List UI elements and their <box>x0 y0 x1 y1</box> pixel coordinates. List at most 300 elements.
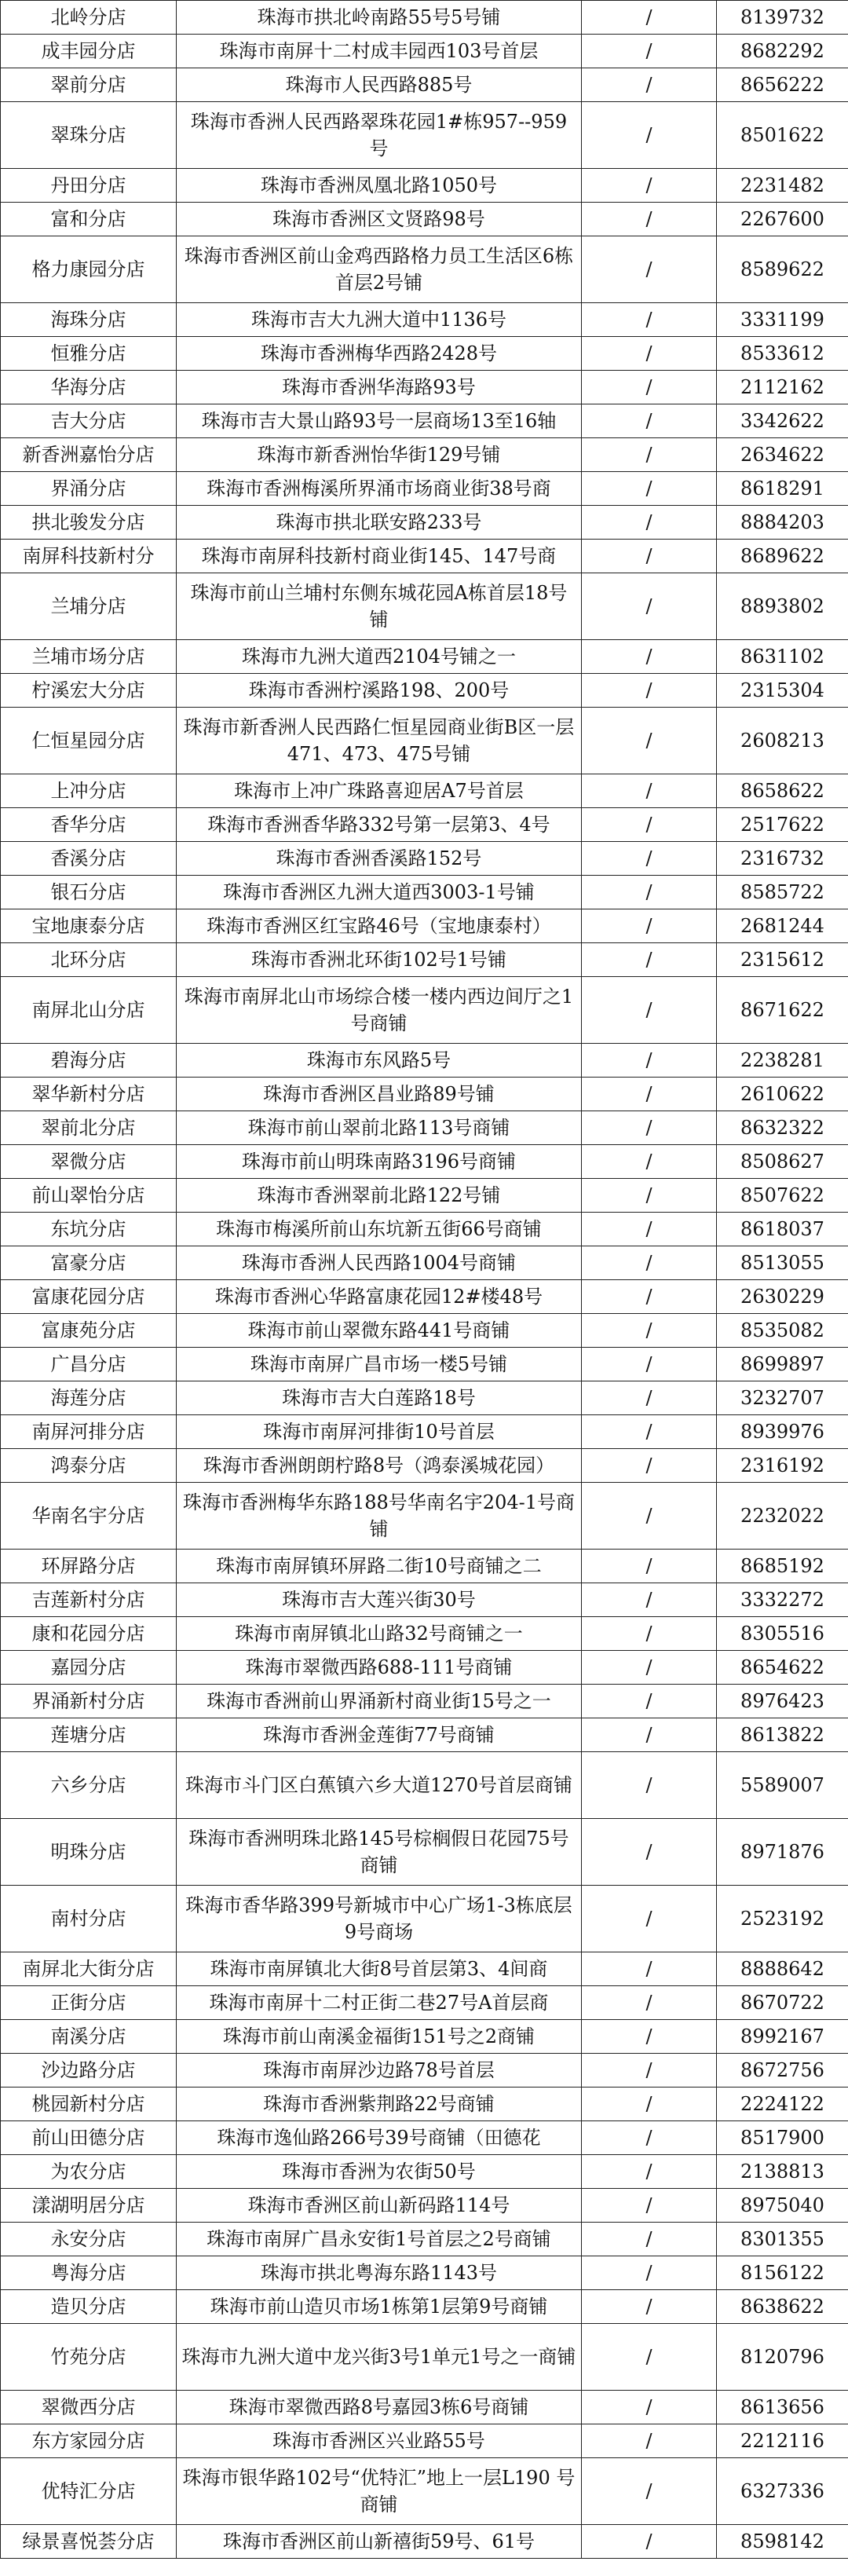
store-phone-cell: 8654622 <box>717 1651 848 1685</box>
table-row <box>1 2223 848 2256</box>
store-name-cell: 仁恒星园分店 <box>1 708 177 774</box>
store-phone-cell: 8975040 <box>717 2189 848 2223</box>
store-name-cell: 吉大分店 <box>1 404 177 438</box>
store-mark-cell: / <box>582 2525 717 2559</box>
store-name-cell: 南溪分店 <box>1 2020 177 2054</box>
table-row <box>1 236 848 303</box>
store-phone-cell: 8689622 <box>717 540 848 573</box>
table-row <box>1 2020 848 2054</box>
store-name-cell: 柠溪宏大分店 <box>1 674 177 708</box>
store-mark-cell: / <box>582 2424 717 2458</box>
store-name-cell: 鸿泰分店 <box>1 1449 177 1483</box>
store-name-cell: 南屏河排分店 <box>1 1415 177 1449</box>
store-name-cell: 海莲分店 <box>1 1381 177 1415</box>
table-row <box>1 674 848 708</box>
table-row <box>1 1280 848 1314</box>
store-address-cell: 珠海市拱北联安路233号 <box>177 506 582 540</box>
store-name-cell: 宝地康泰分店 <box>1 909 177 943</box>
table-row <box>1 1819 848 1886</box>
store-mark-cell: / <box>582 774 717 808</box>
store-name-cell: 格力康园分店 <box>1 236 177 303</box>
store-name-cell: 前山翠怡分店 <box>1 1179 177 1213</box>
store-name-cell: 富豪分店 <box>1 1246 177 1280</box>
store-mark-cell: / <box>582 1246 717 1280</box>
store-address-cell: 珠海市香洲区红宝路46号（宝地康泰村） <box>177 909 582 943</box>
store-name-cell: 翠前北分店 <box>1 1111 177 1145</box>
table-row <box>1 2458 848 2525</box>
store-address-cell: 珠海市香洲区文贤路98号 <box>177 203 582 236</box>
store-address-cell: 珠海市翠微西路8号嘉园3栋6号商铺 <box>177 2391 582 2424</box>
table-row <box>1 2256 848 2290</box>
table-row <box>1 102 848 169</box>
table-row <box>1 1483 848 1550</box>
table-row <box>1 2088 848 2121</box>
store-address-cell: 珠海市南屏十二村正街二巷27号A首层商 <box>177 1986 582 2020</box>
store-address-cell: 珠海市前山翠前北路113号商铺 <box>177 1111 582 1145</box>
table-row <box>1 1314 848 1348</box>
table-row <box>1 1415 848 1449</box>
store-address-cell: 珠海市翠微西路688-111号商铺 <box>177 1651 582 1685</box>
store-name-cell: 竹苑分店 <box>1 2324 177 2391</box>
store-address-cell: 珠海市吉大白莲路18号 <box>177 1381 582 1415</box>
store-mark-cell: / <box>582 2121 717 2155</box>
store-phone-cell: 2315612 <box>717 943 848 977</box>
store-address-cell: 珠海市前山明珠南路3196号商铺 <box>177 1145 582 1179</box>
store-name-cell: 银石分店 <box>1 876 177 909</box>
store-mark-cell: / <box>582 909 717 943</box>
store-name-cell: 桃园新村分店 <box>1 2088 177 2121</box>
store-name-cell: 兰埔分店 <box>1 573 177 640</box>
store-mark-cell: / <box>582 2054 717 2088</box>
store-mark-cell: / <box>582 2155 717 2189</box>
store-table-body <box>1 1 848 2559</box>
store-mark-cell: / <box>582 1986 717 2020</box>
table-row <box>1 1886 848 1952</box>
store-name-cell: 造贝分店 <box>1 2290 177 2324</box>
store-phone-cell: 8971876 <box>717 1819 848 1886</box>
store-phone-cell: 8656222 <box>717 68 848 102</box>
store-mark-cell: / <box>582 708 717 774</box>
table-row <box>1 1583 848 1617</box>
store-phone-cell: 8535082 <box>717 1314 848 1348</box>
table-row <box>1 1381 848 1415</box>
store-mark-cell: / <box>582 1483 717 1550</box>
store-phone-cell: 8513055 <box>717 1246 848 1280</box>
store-phone-cell: 3342622 <box>717 404 848 438</box>
store-address-cell: 珠海市香洲翠前北路122号铺 <box>177 1179 582 1213</box>
store-phone-cell: 8992167 <box>717 2020 848 2054</box>
store-name-cell: 拱北骏发分店 <box>1 506 177 540</box>
table-row <box>1 337 848 371</box>
store-address-cell: 珠海市香洲区前山金鸡西路格力员工生活区6栋首层2号铺 <box>177 236 582 303</box>
store-phone-cell: 8120796 <box>717 2324 848 2391</box>
store-phone-cell: 3232707 <box>717 1381 848 1415</box>
table-row <box>1 169 848 203</box>
store-address-cell: 珠海市香洲心华路富康花园12#楼48号 <box>177 1280 582 1314</box>
store-name-cell: 界涌分店 <box>1 472 177 506</box>
store-phone-cell: 2630229 <box>717 1280 848 1314</box>
store-mark-cell: / <box>582 1381 717 1415</box>
store-phone-cell: 8139732 <box>717 1 848 35</box>
store-name-cell: 东坑分店 <box>1 1213 177 1246</box>
store-mark-cell: / <box>582 1213 717 1246</box>
store-address-cell: 珠海市拱北岭南路55号5号铺 <box>177 1 582 35</box>
store-mark-cell: / <box>582 1583 717 1617</box>
store-mark-cell: / <box>582 35 717 68</box>
store-name-cell: 北岭分店 <box>1 1 177 35</box>
store-mark-cell: / <box>582 2189 717 2223</box>
store-name-cell: 翠华新村分店 <box>1 1078 177 1111</box>
table-row <box>1 438 848 472</box>
store-mark-cell: / <box>582 1111 717 1145</box>
store-phone-cell: 3331199 <box>717 303 848 337</box>
store-address-cell: 珠海市南屏镇北大街8号首层第3、4间商 <box>177 1952 582 1986</box>
store-mark-cell: / <box>582 303 717 337</box>
table-row <box>1 35 848 68</box>
table-row <box>1 774 848 808</box>
store-mark-cell: / <box>582 540 717 573</box>
store-address-cell: 珠海市香洲紫荆路22号商铺 <box>177 2088 582 2121</box>
store-address-cell: 珠海市香洲北环街102号1号铺 <box>177 943 582 977</box>
store-mark-cell: / <box>582 1886 717 1952</box>
store-name-cell: 南屏北大街分店 <box>1 1952 177 1986</box>
store-mark-cell: / <box>582 102 717 169</box>
store-name-cell: 丹田分店 <box>1 169 177 203</box>
store-name-cell: 南村分店 <box>1 1886 177 1952</box>
store-name-cell: 成丰园分店 <box>1 35 177 68</box>
table-row <box>1 2189 848 2223</box>
store-phone-cell: 2112162 <box>717 371 848 404</box>
table-row <box>1 2324 848 2391</box>
store-name-cell: 南屏北山分店 <box>1 977 177 1044</box>
store-mark-cell: / <box>582 1280 717 1314</box>
store-name-cell: 吉莲新村分店 <box>1 1583 177 1617</box>
store-mark-cell: / <box>582 1685 717 1718</box>
store-name-cell: 海珠分店 <box>1 303 177 337</box>
store-address-cell: 珠海市香洲区兴业路55号 <box>177 2424 582 2458</box>
store-mark-cell: / <box>582 2391 717 2424</box>
store-address-cell: 珠海市香洲人民西路1004号商铺 <box>177 1246 582 1280</box>
store-name-cell: 界涌新村分店 <box>1 1685 177 1718</box>
store-address-cell: 珠海市新香洲怡华街129号铺 <box>177 438 582 472</box>
store-mark-cell: / <box>582 1752 717 1819</box>
store-name-cell: 新香洲嘉怡分店 <box>1 438 177 472</box>
store-name-cell: 南屏科技新村分 <box>1 540 177 573</box>
table-row <box>1 943 848 977</box>
store-name-cell: 绿景喜悦荟分店 <box>1 2525 177 2559</box>
store-mark-cell: / <box>582 438 717 472</box>
store-phone-cell: 8671622 <box>717 977 848 1044</box>
store-address-cell: 珠海市香洲明珠北路145号棕榈假日花园75号商铺 <box>177 1819 582 1886</box>
store-name-cell: 嘉园分店 <box>1 1651 177 1685</box>
store-address-cell: 珠海市南屏十二村成丰园西103号首层 <box>177 35 582 68</box>
table-row <box>1 1111 848 1145</box>
store-address-cell: 珠海市香洲梅溪所界涌市场商业街38号商 <box>177 472 582 506</box>
store-mark-cell: / <box>582 977 717 1044</box>
table-row <box>1 1348 848 1381</box>
store-phone-cell: 8888642 <box>717 1952 848 1986</box>
store-phone-cell: 8585722 <box>717 876 848 909</box>
store-mark-cell: / <box>582 640 717 674</box>
store-mark-cell: / <box>582 1651 717 1685</box>
store-phone-cell: 8613822 <box>717 1718 848 1752</box>
store-mark-cell: / <box>582 404 717 438</box>
store-mark-cell: / <box>582 1550 717 1583</box>
store-name-cell: 明珠分店 <box>1 1819 177 1886</box>
table-row <box>1 303 848 337</box>
store-phone-cell: 5589007 <box>717 1752 848 1819</box>
table-row <box>1 808 848 842</box>
store-mark-cell: / <box>582 2256 717 2290</box>
store-address-cell: 珠海市吉大景山路93号一层商场13至16轴 <box>177 404 582 438</box>
store-phone-cell: 8632322 <box>717 1111 848 1145</box>
store-address-cell: 珠海市新香洲人民西路仁恒星园商业街B区一层471、473、475号铺 <box>177 708 582 774</box>
store-address-cell: 珠海市香洲区前山新码路114号 <box>177 2189 582 2223</box>
store-phone-cell: 8638622 <box>717 2290 848 2324</box>
store-address-cell: 珠海市九洲大道中龙兴街3号1单元1号之一商铺 <box>177 2324 582 2391</box>
store-phone-cell: 8893802 <box>717 573 848 640</box>
store-mark-cell: / <box>582 876 717 909</box>
table-row <box>1 2391 848 2424</box>
table-row <box>1 1986 848 2020</box>
store-mark-cell: / <box>582 1145 717 1179</box>
store-address-cell: 珠海市香洲人民西路翠珠花园1#栋957--959号 <box>177 102 582 169</box>
store-phone-cell: 2267600 <box>717 203 848 236</box>
store-mark-cell: / <box>582 1449 717 1483</box>
table-row <box>1 573 848 640</box>
table-row <box>1 640 848 674</box>
store-name-cell: 富康花园分店 <box>1 1280 177 1314</box>
table-row <box>1 371 848 404</box>
store-address-cell: 珠海市香洲为农街50号 <box>177 2155 582 2189</box>
store-phone-cell: 2138813 <box>717 2155 848 2189</box>
table-row <box>1 2525 848 2559</box>
store-mark-cell: / <box>582 2290 717 2324</box>
store-name-cell: 富康苑分店 <box>1 1314 177 1348</box>
store-phone-cell: 2231482 <box>717 169 848 203</box>
store-mark-cell: / <box>582 472 717 506</box>
store-phone-cell: 8685192 <box>717 1550 848 1583</box>
store-phone-cell: 8301355 <box>717 2223 848 2256</box>
table-row <box>1 909 848 943</box>
store-mark-cell: / <box>582 68 717 102</box>
store-address-cell: 珠海市香洲凤凰北路1050号 <box>177 169 582 203</box>
store-phone-cell: 8533612 <box>717 337 848 371</box>
store-phone-cell: 8305516 <box>717 1617 848 1651</box>
store-address-cell: 珠海市逸仙路266号39号商铺（田德花 <box>177 2121 582 2155</box>
store-name-cell: 沙边路分店 <box>1 2054 177 2088</box>
store-mark-cell: / <box>582 842 717 876</box>
store-phone-cell: 8613656 <box>717 2391 848 2424</box>
store-mark-cell: / <box>582 169 717 203</box>
store-mark-cell: / <box>582 1 717 35</box>
table-row <box>1 876 848 909</box>
store-mark-cell: / <box>582 371 717 404</box>
store-address-cell: 珠海市银华路102号“优特汇”地上一层L190 号商铺 <box>177 2458 582 2525</box>
store-name-cell: 为农分店 <box>1 2155 177 2189</box>
store-address-cell: 珠海市南屏广昌永安街1号首层之2号商铺 <box>177 2223 582 2256</box>
store-name-cell: 富和分店 <box>1 203 177 236</box>
store-address-cell: 珠海市南屏镇北山路32号商铺之一 <box>177 1617 582 1651</box>
table-row <box>1 977 848 1044</box>
store-mark-cell: / <box>582 1179 717 1213</box>
store-name-cell: 恒雅分店 <box>1 337 177 371</box>
table-row <box>1 842 848 876</box>
store-name-cell: 环屏路分店 <box>1 1550 177 1583</box>
store-mark-cell: / <box>582 1819 717 1886</box>
store-name-cell: 六乡分店 <box>1 1752 177 1819</box>
store-mark-cell: / <box>582 506 717 540</box>
store-phone-cell: 8939976 <box>717 1415 848 1449</box>
store-phone-cell: 8699897 <box>717 1348 848 1381</box>
store-name-cell: 华南名宇分店 <box>1 1483 177 1550</box>
store-address-cell: 珠海市香洲香溪路152号 <box>177 842 582 876</box>
table-row <box>1 2121 848 2155</box>
table-row <box>1 203 848 236</box>
store-phone-cell: 2316732 <box>717 842 848 876</box>
store-address-cell: 珠海市前山南溪金福街151号之2商铺 <box>177 2020 582 2054</box>
store-phone-cell: 2523192 <box>717 1886 848 1952</box>
store-address-cell: 珠海市香洲区昌业路89号铺 <box>177 1078 582 1111</box>
store-phone-cell: 8501622 <box>717 102 848 169</box>
store-phone-cell: 8517900 <box>717 2121 848 2155</box>
store-name-cell: 香溪分店 <box>1 842 177 876</box>
store-mark-cell: / <box>582 1044 717 1078</box>
table-row <box>1 68 848 102</box>
store-phone-cell: 2610622 <box>717 1078 848 1111</box>
store-phone-cell: 8682292 <box>717 35 848 68</box>
store-address-cell: 珠海市香洲朗朗柠路8号（鸿泰溪城花园） <box>177 1449 582 1483</box>
table-row <box>1 1952 848 1986</box>
store-name-cell: 东方家园分店 <box>1 2424 177 2458</box>
store-mark-cell: / <box>582 1415 717 1449</box>
table-row <box>1 2290 848 2324</box>
store-mark-cell: / <box>582 203 717 236</box>
table-row <box>1 1078 848 1111</box>
store-mark-cell: / <box>582 2088 717 2121</box>
table-row <box>1 1651 848 1685</box>
store-address-cell: 珠海市前山兰埔村东侧东城花园A栋首层18号铺 <box>177 573 582 640</box>
store-phone-cell: 8589622 <box>717 236 848 303</box>
table-row <box>1 2155 848 2189</box>
store-phone-cell: 2238281 <box>717 1044 848 1078</box>
store-phone-cell: 6327336 <box>717 2458 848 2525</box>
store-mark-cell: / <box>582 2020 717 2054</box>
table-row <box>1 1752 848 1819</box>
store-address-cell: 珠海市香洲华海路93号 <box>177 371 582 404</box>
store-address-cell: 珠海市前山造贝市场1栋第1层第9号商铺 <box>177 2290 582 2324</box>
store-name-cell: 上冲分店 <box>1 774 177 808</box>
store-mark-cell: / <box>582 808 717 842</box>
store-phone-cell: 8658622 <box>717 774 848 808</box>
store-name-cell: 康和花园分店 <box>1 1617 177 1651</box>
store-phone-cell: 8672756 <box>717 2054 848 2088</box>
store-address-cell: 珠海市南屏科技新村商业街145、147号商 <box>177 540 582 573</box>
store-name-cell: 翠前分店 <box>1 68 177 102</box>
store-phone-cell: 2634622 <box>717 438 848 472</box>
store-address-cell: 珠海市南屏河排街10号首层 <box>177 1415 582 1449</box>
store-address-cell: 珠海市香洲区九洲大道西3003-1号铺 <box>177 876 582 909</box>
store-mark-cell: / <box>582 2324 717 2391</box>
store-name-cell: 莲塘分店 <box>1 1718 177 1752</box>
store-name-cell: 优特汇分店 <box>1 2458 177 2525</box>
store-name-cell: 正街分店 <box>1 1986 177 2020</box>
store-address-cell: 珠海市拱北粤海东路1143号 <box>177 2256 582 2290</box>
store-mark-cell: / <box>582 674 717 708</box>
store-name-cell: 广昌分店 <box>1 1348 177 1381</box>
table-row <box>1 540 848 573</box>
store-phone-cell: 8508627 <box>717 1145 848 1179</box>
store-phone-cell: 8618291 <box>717 472 848 506</box>
store-address-cell: 珠海市香洲金莲街77号商铺 <box>177 1718 582 1752</box>
store-address-cell: 珠海市吉大莲兴街30号 <box>177 1583 582 1617</box>
store-phone-cell: 8507622 <box>717 1179 848 1213</box>
store-address-cell: 珠海市斗门区白蕉镇六乡大道1270号首层商铺 <box>177 1752 582 1819</box>
table-row <box>1 1617 848 1651</box>
store-mark-cell: / <box>582 1348 717 1381</box>
store-name-cell: 翠珠分店 <box>1 102 177 169</box>
store-phone-cell: 2517622 <box>717 808 848 842</box>
store-address-cell: 珠海市香洲柠溪路198、200号 <box>177 674 582 708</box>
table-row <box>1 1550 848 1583</box>
store-address-cell: 珠海市梅溪所前山东坑新五街66号商铺 <box>177 1213 582 1246</box>
store-address-cell: 珠海市上冲广珠路喜迎居A7号首层 <box>177 774 582 808</box>
store-phone-cell: 8884203 <box>717 506 848 540</box>
store-name-cell: 翠微分店 <box>1 1145 177 1179</box>
store-address-cell: 珠海市吉大九洲大道中1136号 <box>177 303 582 337</box>
store-mark-cell: / <box>582 2458 717 2525</box>
store-address-cell: 珠海市香洲前山界涌新村商业街15号之一 <box>177 1685 582 1718</box>
store-address-cell: 珠海市南屏沙边路78号首层 <box>177 2054 582 2088</box>
store-address-cell: 珠海市前山翠微东路441号商铺 <box>177 1314 582 1348</box>
store-address-cell: 珠海市香洲梅华东路188号华南名宇204-1号商铺 <box>177 1483 582 1550</box>
store-phone-cell: 8156122 <box>717 2256 848 2290</box>
store-address-cell: 珠海市南屏镇环屏路二街10号商铺之二 <box>177 1550 582 1583</box>
store-address-cell: 珠海市香洲区前山新禧街59号、61号 <box>177 2525 582 2559</box>
store-mark-cell: / <box>582 236 717 303</box>
store-mark-cell: / <box>582 1078 717 1111</box>
store-phone-cell: 3332272 <box>717 1583 848 1617</box>
store-mark-cell: / <box>582 1314 717 1348</box>
table-row <box>1 1145 848 1179</box>
store-phone-cell: 2315304 <box>717 674 848 708</box>
store-mark-cell: / <box>582 1617 717 1651</box>
store-phone-cell: 2681244 <box>717 909 848 943</box>
store-name-cell: 永安分店 <box>1 2223 177 2256</box>
store-address-cell: 珠海市九洲大道西2104号铺之一 <box>177 640 582 674</box>
store-address-cell: 珠海市南屏北山市场综合楼一楼内西边间厅之1号商铺 <box>177 977 582 1044</box>
store-name-cell: 碧海分店 <box>1 1044 177 1078</box>
store-address-cell: 珠海市香洲香华路332号第一层第3、4号 <box>177 808 582 842</box>
store-name-cell: 兰埔市场分店 <box>1 640 177 674</box>
store-address-cell: 珠海市人民西路885号 <box>177 68 582 102</box>
table-row <box>1 1044 848 1078</box>
store-name-cell: 漾湖明居分店 <box>1 2189 177 2223</box>
store-mark-cell: / <box>582 1718 717 1752</box>
store-name-cell: 翠微西分店 <box>1 2391 177 2424</box>
store-name-cell: 前山田德分店 <box>1 2121 177 2155</box>
store-phone-cell: 8618037 <box>717 1213 848 1246</box>
store-phone-cell: 2316192 <box>717 1449 848 1483</box>
store-address-cell: 珠海市香华路399号新城市中心广场1-3栋底层9号商场 <box>177 1886 582 1952</box>
table-row <box>1 1 848 35</box>
table-row <box>1 1718 848 1752</box>
table-row <box>1 1179 848 1213</box>
store-name-cell: 粤海分店 <box>1 2256 177 2290</box>
store-address-cell: 珠海市东风路5号 <box>177 1044 582 1078</box>
store-phone-cell: 8976423 <box>717 1685 848 1718</box>
store-name-cell: 华海分店 <box>1 371 177 404</box>
